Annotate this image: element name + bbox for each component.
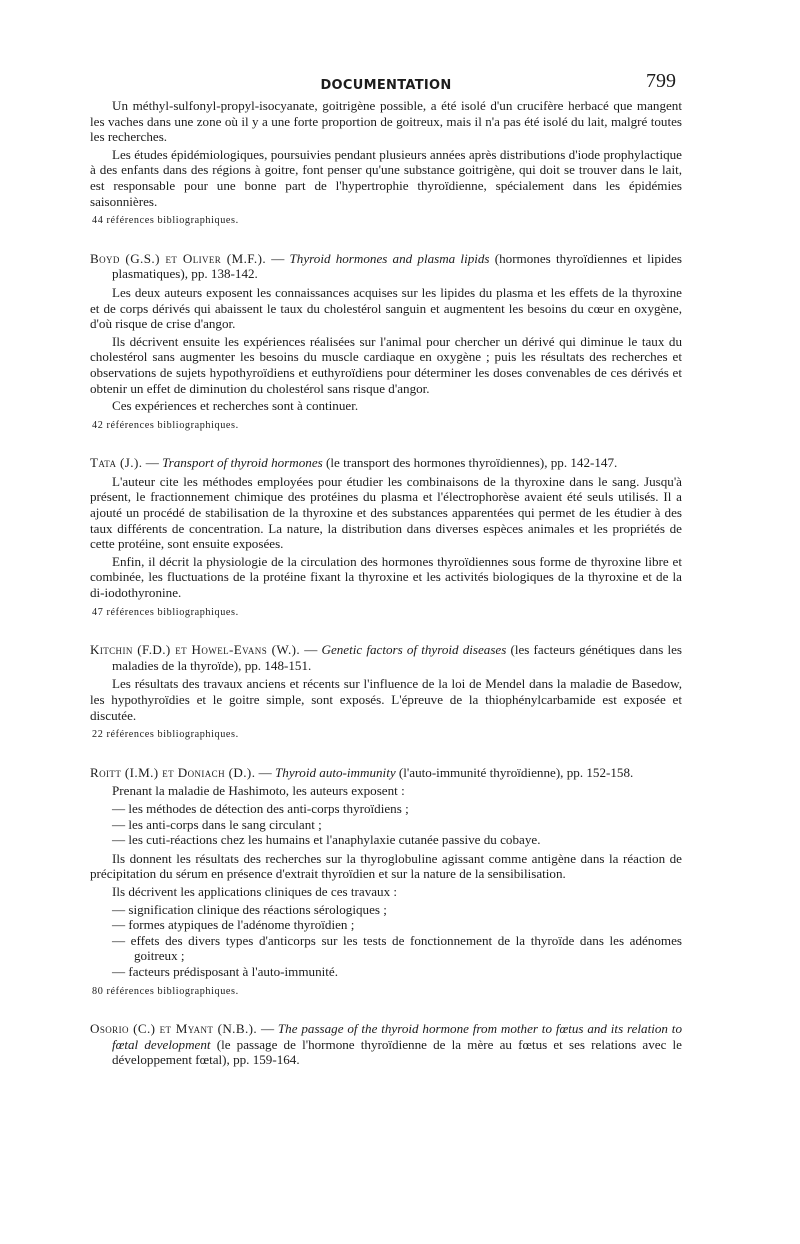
page-number: 799	[646, 70, 676, 92]
bibliographic-entry	[90, 642, 682, 743]
reference-count: 22 références bibliographiques.	[92, 729, 239, 741]
reference-count: 44 références bibliographiques.	[92, 215, 239, 227]
entry-details: (hormones thyroïdiennes et lipides plasmatiques), pp. 138-142.	[112, 250, 682, 282]
dash-list	[112, 902, 682, 980]
entry-title: Transport of thyroid hormones	[162, 455, 323, 471]
entry-authors: Osorio (C.) et Myant (N.B.).	[90, 1021, 258, 1037]
bibliographic-entry	[90, 765, 682, 999]
entry-heading: Tata (J.). — Transport of thyroid hormones (le transport des hormones thyroïdiennes), pp. 142-147.	[90, 455, 618, 471]
paragraph: Ces expériences et recherches sont à continuer.	[112, 398, 359, 414]
reference-count: 80 références bibliographiques.	[92, 985, 239, 997]
bibliographic-entry	[90, 251, 682, 434]
bibliographic-entry	[90, 1021, 682, 1068]
running-head-title: DOCUMENTATION	[320, 78, 452, 93]
paragraph: Ils décrivent ensuite les expériences réalisées sur l'animal pour chercher un dérivé qui diminue le taux du cholestérol sans augmenter les besoins du muscle cardiaque en oxygène ; puis les résultats des recherches et observations de sujets hypothyroïdiens et euthyroïdiens pour déterminer les doses convenables de ces dérivés et obtenir un effet de diminution du cholestérol sans risque d'angor.	[90, 333, 682, 396]
paragraph: Les deux auteurs exposent les connaissances acquises sur les lipides du plasma et les effets de la thyroxine et de corps dérivés qui abaissent le taux du cholestérol sanguin et augmentent les besoins du cœur en oxygène, d'où risque de crise d'angor.	[90, 284, 682, 332]
document-page	[90, 70, 682, 1071]
list-item: — formes atypiques de l'adénome thyroïdien ;	[112, 917, 355, 933]
entry-title: Thyroid hormones and plasma lipids	[289, 250, 490, 266]
list-item: — facteurs prédisposant à l'auto-immunité.	[112, 963, 338, 979]
entry-title: Genetic factors of thyroid diseases	[321, 642, 507, 658]
paragraph: Un méthyl-sulfonyl-propyl-isocyanate, goitrigène possible, a été isolé d'un crucifère herbacé que mangent les vaches dans une zone où il y a une forte proportion de goitreux, mais il n'a pas été isolé du lait, malgré toutes les recherches.	[90, 98, 682, 145]
reference-count: 42 références bibliographiques.	[92, 419, 239, 431]
entry-details: (les facteurs génétiques dans les maladies de la thyroïde), pp. 148-151.	[112, 642, 682, 673]
list-item: — signification clinique des réactions sérologiques ;	[112, 901, 387, 917]
list-item: — effets des divers types d'anticorps sur les tests de fonctionnement de la thyroïde dans les adénomes goitreux ;	[112, 932, 682, 964]
entry-heading: Roitt (I.M.) et Doniach (D.). — Thyroid auto-immunity (l'auto-immunité thyroïdienne), pp. 152-158.	[90, 764, 634, 780]
entry-title: Thyroid auto-immunity	[275, 764, 396, 780]
paragraph: Prenant la maladie de Hashimoto, les auteurs exposent :	[112, 783, 405, 799]
entry-heading: Kitchin (F.D.) et Howel-Evans (W.). — Genetic factors of thyroid diseases (les facteurs génétiques dans les maladies de la thyroïde), pp. 148-151.	[90, 642, 682, 673]
dash-list	[112, 801, 682, 848]
entry-details: (le passage de l'hormone thyroïdienne de la mère au fœtus et ses relations avec le développement fœtal), pp. 159-164.	[112, 1036, 682, 1068]
reference-count: 47 références bibliographiques.	[92, 606, 239, 618]
bibliographic-entry	[90, 455, 682, 620]
paragraph: L'auteur cite les méthodes employées pour étudier les combinaisons de la thyroxine dans le sang. Jusqu'à présent, le fractionnement chimique des protéines du plasma et l'électrophorèse avaient été seuls utilisés. Il a ajouté un procédé de stabilisation de la thyroxine et des substances apparentées qui permet de les étudier à des taux différents de concentration. La nature, la distribution dans diverses espèces animales et les propriétés de cette protéine, sont ensuite exposées.	[90, 473, 682, 552]
list-item: — les anti-corps dans le sang circulant ;	[112, 816, 322, 832]
entry-details: (l'auto-immunité thyroïdienne), pp. 152-158.	[398, 764, 634, 780]
list-item: — les méthodes de détection des anti-corps thyroïdiens ;	[112, 800, 409, 816]
list-item: — les cuti-réactions chez les humains et l'anaphylaxie cutanée passive du cobaye.	[112, 832, 541, 848]
paragraph: Ils décrivent les applications cliniques de ces travaux :	[112, 883, 398, 899]
paragraph: Les résultats des travaux anciens et récents sur l'influence de la loi de Mendel dans la maladie de Basedow, les hypothyroïdies et le goitre simple, sont exposés. L'épreuve de la thiophénylcarbamide est exposée et discutée.	[90, 676, 682, 723]
paragraph: Ils donnent les résultats des recherches sur la thyroglobuline agissant comme antigène dans la réaction de précipitation du sérum en présence d'extrait thyroïdien et sur la nature de la sensibilisation.	[90, 850, 682, 882]
entry-authors: Boyd (G.S.) et Oliver (M.F.).	[90, 250, 267, 266]
entry-details: (le transport des hormones thyroïdiennes), pp. 142-147.	[326, 455, 618, 471]
entry-heading: Osorio (C.) et Myant (N.B.). — The passage of the thyroid hormone from mother to fœtus and its relation to fœtal development (le passage de l'hormone thyroïdienne de la mère au fœtus et ses relations avec le développement fœtal), pp. 159-164.	[90, 1021, 682, 1068]
entry-authors: Roitt (I.M.) et Doniach (D.).	[90, 764, 256, 780]
entry-title: The passage of the thyroid hormone from mother to fœtus and its relation to fœtal development	[112, 1021, 682, 1052]
intro-section	[90, 98, 682, 229]
running-head	[90, 70, 682, 98]
paragraph: Les études épidémiologiques, poursuivies pendant plusieurs années après distributions d'iode prophylactique à des enfants dans des régions à goitre, font penser qu'une substance goitrigène, qui doit se trouver dans le lait, est responsable pour une bonne part de l'hypertrophie thyroïdienne, spécialement dans les épidémies saisonnières.	[90, 146, 682, 209]
entry-authors: Kitchin (F.D.) et Howel-Evans (W.).	[90, 642, 301, 658]
entry-authors: Tata (J.).	[90, 455, 143, 471]
paragraph: Enfin, il décrit la physiologie de la circulation des hormones thyroïdiennes sous forme de thyroxine libre et combinée, les fluctuations de la protéine fixant la thyroxine et les activités biologiques de la thyroxine et de la di-iodothyronine.	[90, 553, 682, 601]
entry-heading: Boyd (G.S.) et Oliver (M.F.). — Thyroid hormones and plasma lipids (hormones thyroïdiennes et lipides plasmatiques), pp. 138-142.	[90, 250, 682, 282]
